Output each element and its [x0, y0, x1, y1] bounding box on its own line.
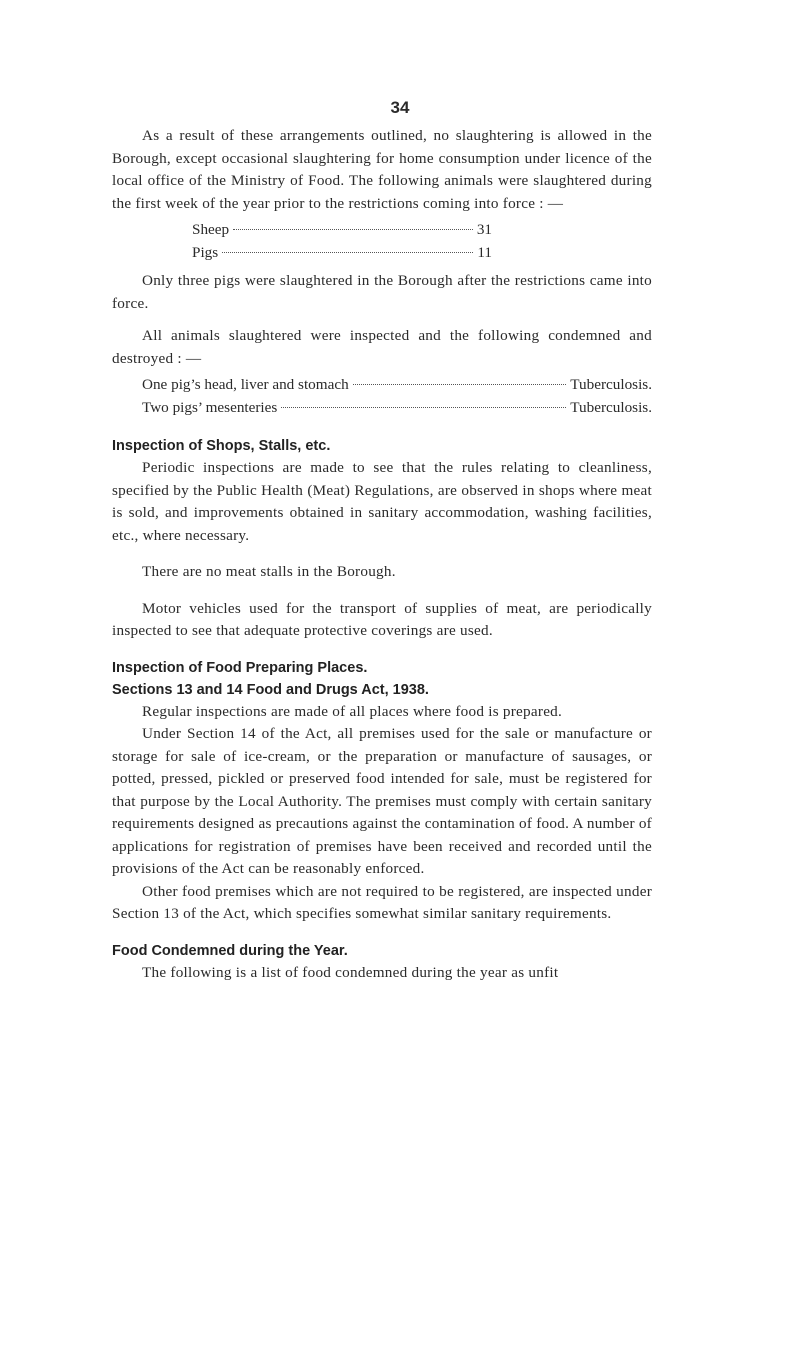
animal-row-pigs [112, 242, 492, 265]
paragraph-other-premises: Other food premises which are not required to be registered, are inspected under Section 13 of the Act, which specifies somewhat similar sanitary requirements. [112, 882, 652, 922]
heading-shops-stalls: Inspection of Shops, Stalls, etc. [112, 438, 331, 454]
condemned-row [112, 397, 652, 420]
paragraph-section-14: Under Section 14 of the Act, all premises used for the sale or manufacture or storage for sale of ice-cream, or the preparation or manufacture of sausages, or potted, pressed, pickled or preserved food intended for sale, must be registered for that purpose by the Local Authority. The premises must comply with certain sanitary requirements designed as precautions against the contamination of food. A number of applications for registration of premises have been received and recorded until the provisions of the Act can be reasonably enforced. [112, 725, 652, 877]
animal-label: Sheep [192, 221, 230, 238]
dot-leader [353, 384, 567, 385]
heading-food-condemned: Food Condemned during the Year. [112, 942, 348, 959]
animal-count: 11 [477, 243, 492, 261]
page-number: 34 [390, 98, 410, 117]
heading-sections-13-14: Sections 13 and 14 Food and Drugs Act, 1938. [112, 681, 429, 698]
condemned-item: Two pigs’ mesenteries [142, 398, 278, 416]
paragraph-regular-inspections: Regular inspections are made of all places where food is prepared. [142, 702, 563, 720]
condemned-row [112, 374, 652, 397]
animal-count: 31 [476, 221, 492, 238]
condemned-reason: Tuberculosis. [570, 376, 652, 393]
condemned-item: One pig’s head, liver and stomach [142, 376, 349, 393]
page-body [112, 125, 652, 984]
condemned-reason: Tuberculosis. [570, 398, 652, 416]
paragraph-only-three: Only three pigs were slaughtered in the Borough after the restrictions came into force. [112, 272, 652, 312]
condemned-parts-list [112, 374, 652, 419]
dot-leader [281, 407, 566, 408]
heading-food-preparing-places: Inspection of Food Preparing Places. [112, 659, 368, 676]
paragraph-motor-vehicles: Motor vehicles used for the transport of supplies of meat, are periodically inspected to see that adequate protective coverings are used. [112, 599, 652, 639]
paragraph-no-meat-stalls: There are no meat stalls in the Borough. [142, 563, 396, 580]
paragraph-following-list: The following is a list of food condemned during the year as unfit [142, 963, 559, 981]
paragraph-arrangements: As a result of these arrangements outlined, no slaughtering is allowed in the Borough, except occasional slaughtering for home consumption under licence of the local office of the Ministry of Food. The following animals were slaughtered during the first week of the year prior to the restrictions coming into force : — [112, 127, 652, 212]
animal-row-sheep [112, 219, 492, 242]
paragraph-periodic-inspections: Periodic inspections are made to see that the rules relating to cleanliness, specified by the Public Health (Meat) Regulations, are observed in shops where meat is sold, and improvements obtained in sanitary accommodation, washing facilities, etc., where necessary. [112, 459, 652, 544]
paragraph-all-animals: All animals slaughtered were inspected and the following condemned and destroyed : — [112, 327, 652, 367]
animal-label: Pigs [192, 243, 219, 261]
dot-leader [222, 252, 473, 253]
dot-leader [233, 229, 473, 230]
slaughtered-animals-list [112, 219, 652, 264]
